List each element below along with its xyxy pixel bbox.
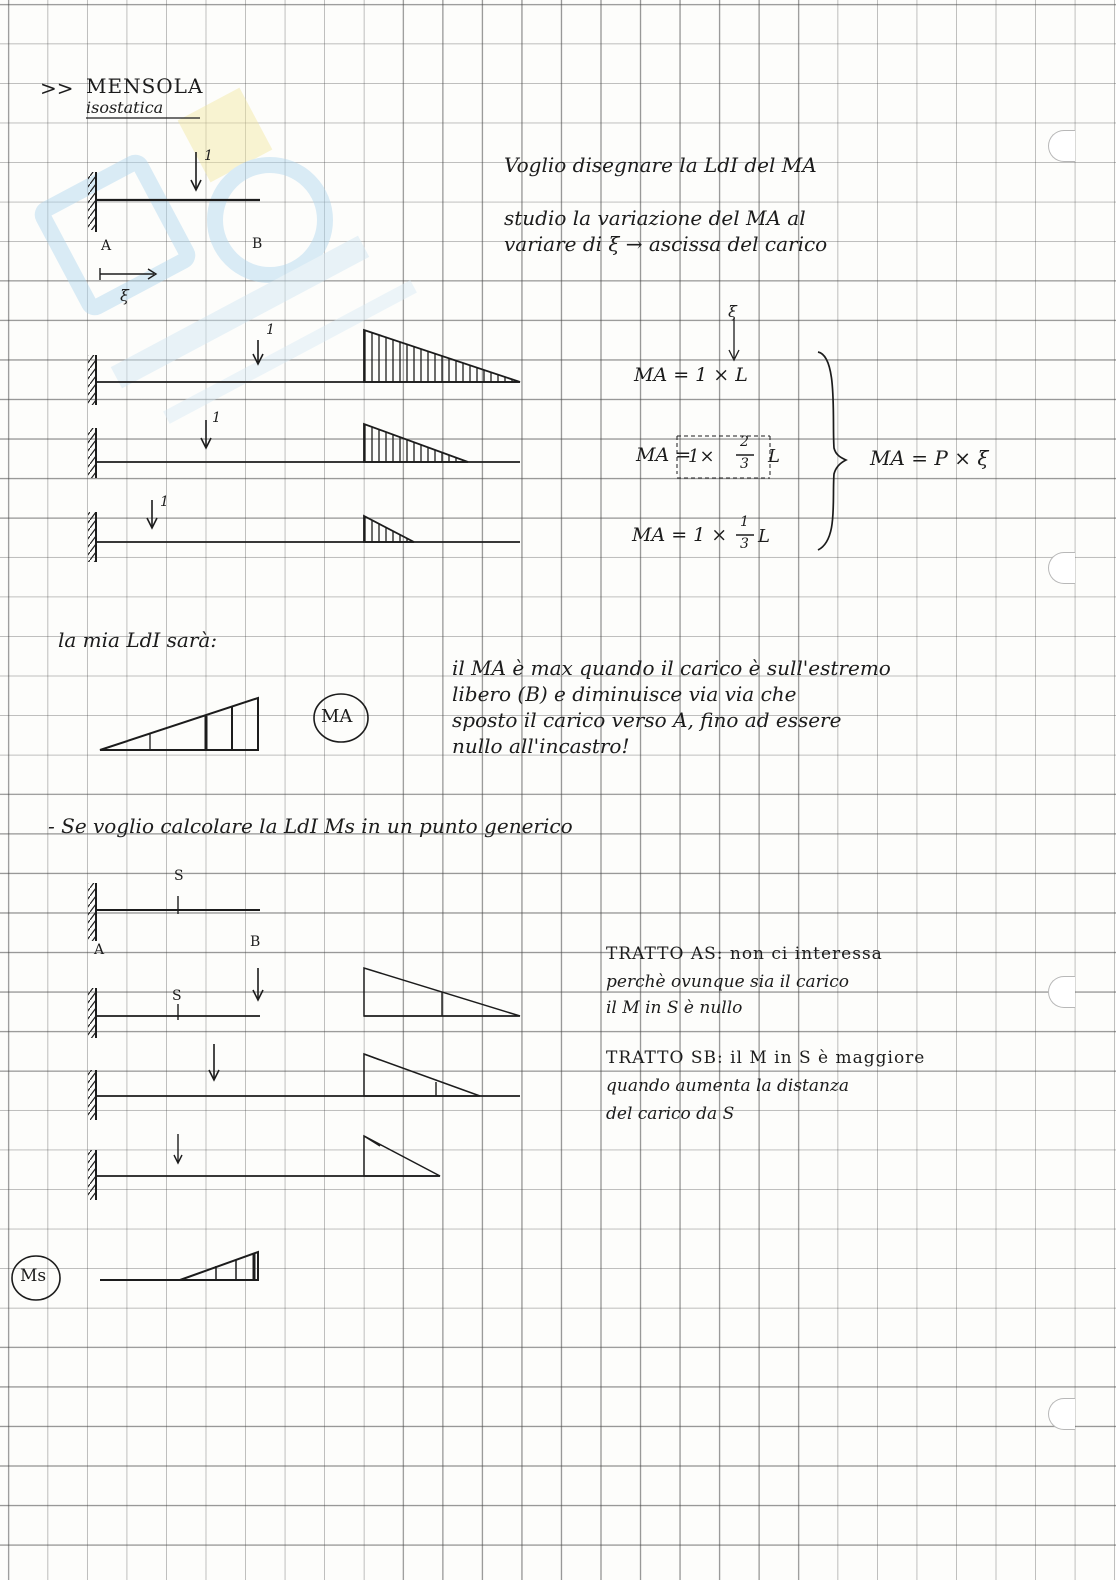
formula-ma-2-num: 2	[740, 434, 749, 450]
beam-load-at-1-3L	[88, 500, 520, 562]
label-load-2: 1	[212, 410, 221, 426]
formula-ma-3-num: 1	[740, 514, 749, 530]
formula-ma-2-den: 3	[740, 456, 749, 472]
tratto-as-2: perchè ovunque sia il carico	[606, 972, 849, 992]
formula-ma-2-l: L	[768, 446, 780, 467]
tratto-sb-3: del carico da S	[606, 1104, 735, 1124]
label-a: A	[101, 238, 112, 254]
ms-heading: - Se voglio calcolare la LdI Ms in un punto generico	[48, 814, 573, 838]
ldi-ma-diagram	[100, 698, 258, 750]
formula-ma-2-factor: 1×	[688, 446, 715, 467]
beam-load-at-L	[88, 330, 520, 405]
formula-ma-3: MA = 1 ×	[632, 524, 728, 546]
ldi-badge: MA	[321, 706, 353, 727]
label-load-1: 1	[266, 322, 275, 338]
page-subtitle: isostatica	[86, 98, 164, 117]
formula-ma-2-prefix: MA =	[636, 444, 692, 466]
header-arrow: >>	[40, 76, 74, 100]
cantilever-main	[88, 152, 263, 280]
ldi-desc-1: il MA è max quando il carico è sull'estremo	[452, 656, 891, 680]
tratto-as-1: TRATTO AS: non ci interessa	[606, 944, 883, 964]
beam-ms-load-at-B	[88, 968, 520, 1038]
label-s-1: S	[174, 868, 184, 884]
formula-general: MA = P × ξ	[870, 446, 989, 470]
ldi-desc-2: libero (B) e diminuisce via via che	[452, 682, 797, 706]
label-load-3: 1	[160, 494, 169, 510]
ldi-heading: la mia LdI sarà:	[58, 628, 218, 652]
label-xi: ξ	[120, 286, 129, 305]
tratto-sb-1: TRATTO SB: il M in S è maggiore	[606, 1048, 926, 1068]
intro-line-1: Voglio disegnare la LdI del MA	[504, 153, 817, 177]
beam-ms-load-mid	[88, 1044, 520, 1120]
tratto-sb-2: quando aumenta la distanza	[606, 1076, 850, 1096]
formula-ma-3-den: 3	[740, 536, 749, 552]
beam-with-s	[88, 883, 260, 941]
page-title: MENSOLA	[86, 74, 204, 98]
intro-line-2: studio la variazione del MA al	[504, 206, 806, 230]
formula-ma-1: MA = 1 × L	[634, 364, 748, 386]
label-s-2: S	[172, 988, 182, 1004]
label-load-main: 1	[204, 148, 213, 164]
ldi-desc-3: sposto il carico verso A, fino ad essere	[452, 708, 842, 732]
beam-load-at-2-3L	[88, 420, 520, 478]
tratto-as-3: il M in S è nullo	[606, 998, 743, 1018]
label-b: B	[252, 236, 263, 252]
formula-ma-3-l: L	[758, 526, 770, 547]
label-b-ms: B	[250, 934, 261, 950]
label-a-ms: A	[94, 942, 105, 958]
ldi-desc-4: nullo all'incastro!	[452, 734, 630, 758]
brace	[818, 352, 846, 550]
beam-ms-load-at-S	[88, 1134, 440, 1200]
label-xi-top: ξ	[728, 302, 737, 321]
ms-badge: Ms	[20, 1266, 47, 1286]
ldi-ms-diagram	[100, 1252, 258, 1280]
intro-line-3: variare di ξ → ascissa del carico	[504, 232, 828, 256]
